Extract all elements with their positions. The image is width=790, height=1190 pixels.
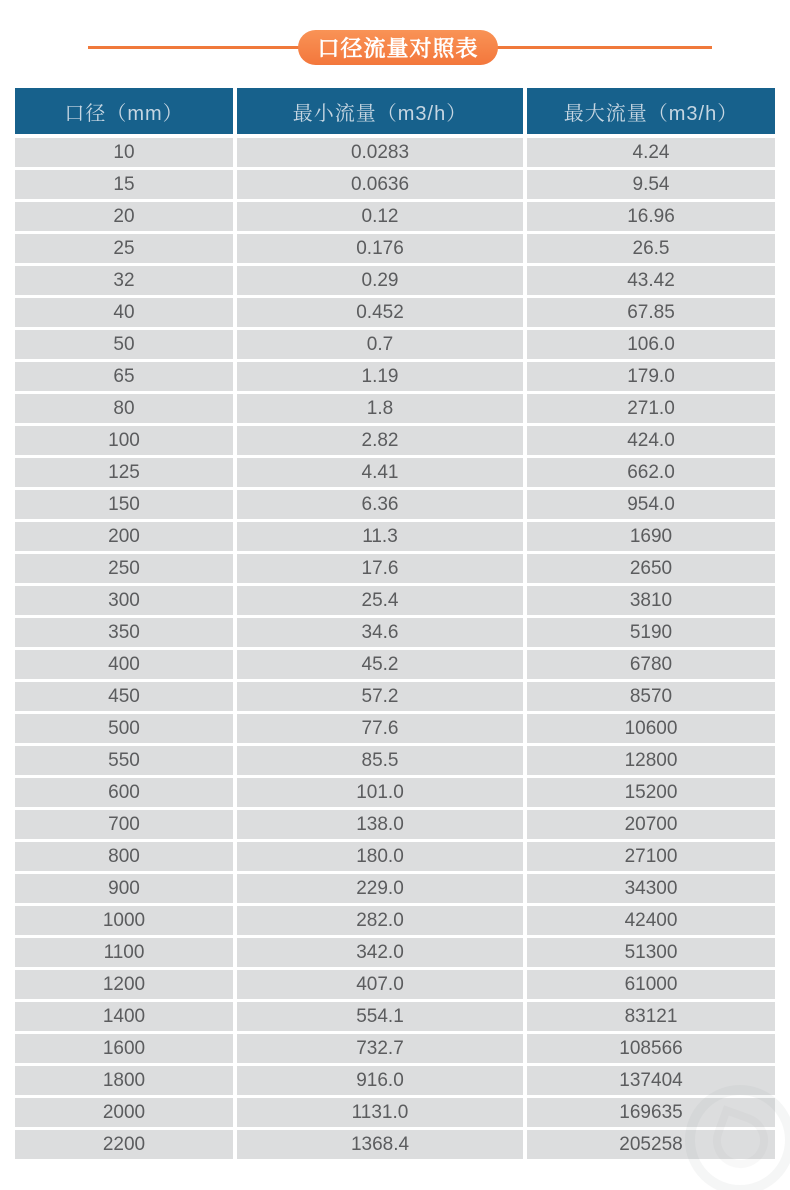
table-row: [15, 266, 775, 295]
table-row: [15, 938, 775, 967]
cell-min-flow: 1.19: [237, 362, 523, 391]
table-row: [15, 714, 775, 743]
cell-max-flow: 169635: [527, 1098, 775, 1127]
cell-min-flow: 57.2: [237, 682, 523, 711]
cell-min-flow: 0.29: [237, 266, 523, 295]
table-body: [15, 138, 775, 1159]
table-row: [15, 330, 775, 359]
table-row: [15, 458, 775, 487]
table-row: [15, 362, 775, 391]
cell-max-flow: 108566: [527, 1034, 775, 1063]
cell-diameter: 500: [15, 714, 233, 743]
table-row: [15, 906, 775, 935]
cell-min-flow: 0.0283: [237, 138, 523, 167]
cell-diameter: 200: [15, 522, 233, 551]
cell-min-flow: 1.8: [237, 394, 523, 423]
cell-min-flow: 0.12: [237, 202, 523, 231]
cell-diameter: 1600: [15, 1034, 233, 1063]
page-title: 口径流量对照表: [298, 30, 498, 65]
cell-diameter: 32: [15, 266, 233, 295]
cell-min-flow: 85.5: [237, 746, 523, 775]
table-row: [15, 554, 775, 583]
cell-diameter: 150: [15, 490, 233, 519]
cell-max-flow: 83121: [527, 1002, 775, 1031]
cell-diameter: 100: [15, 426, 233, 455]
cell-diameter: 300: [15, 586, 233, 615]
table-row: [15, 170, 775, 199]
cell-diameter: 2000: [15, 1098, 233, 1127]
cell-max-flow: 15200: [527, 778, 775, 807]
cell-diameter: 1100: [15, 938, 233, 967]
cell-min-flow: 101.0: [237, 778, 523, 807]
table-row: [15, 1002, 775, 1031]
cell-diameter: 600: [15, 778, 233, 807]
table-row: [15, 202, 775, 231]
cell-max-flow: 43.42: [527, 266, 775, 295]
cell-min-flow: 45.2: [237, 650, 523, 679]
table-row: [15, 1066, 775, 1095]
cell-diameter: 65: [15, 362, 233, 391]
cell-diameter: 700: [15, 810, 233, 839]
cell-max-flow: 3810: [527, 586, 775, 615]
cell-max-flow: 4.24: [527, 138, 775, 167]
cell-min-flow: 4.41: [237, 458, 523, 487]
table-row: [15, 682, 775, 711]
cell-diameter: 20: [15, 202, 233, 231]
table-row: [15, 618, 775, 647]
cell-min-flow: 34.6: [237, 618, 523, 647]
cell-max-flow: 42400: [527, 906, 775, 935]
title-banner: [0, 0, 790, 80]
table-row: [15, 842, 775, 871]
cell-diameter: 50: [15, 330, 233, 359]
table-row: [15, 138, 775, 167]
cell-min-flow: 17.6: [237, 554, 523, 583]
cell-min-flow: 0.452: [237, 298, 523, 327]
cell-min-flow: 180.0: [237, 842, 523, 871]
cell-max-flow: 2650: [527, 554, 775, 583]
cell-min-flow: 0.7: [237, 330, 523, 359]
cell-max-flow: 61000: [527, 970, 775, 999]
table-row: [15, 874, 775, 903]
flow-rate-table: [15, 88, 775, 1162]
table-row: [15, 586, 775, 615]
cell-max-flow: 106.0: [527, 330, 775, 359]
cell-diameter: 1200: [15, 970, 233, 999]
cell-diameter: 125: [15, 458, 233, 487]
table-row: [15, 970, 775, 999]
cell-min-flow: 732.7: [237, 1034, 523, 1063]
cell-max-flow: 205258: [527, 1130, 775, 1159]
cell-min-flow: 2.82: [237, 426, 523, 455]
cell-min-flow: 1131.0: [237, 1098, 523, 1127]
cell-diameter: 450: [15, 682, 233, 711]
cell-min-flow: 407.0: [237, 970, 523, 999]
cell-diameter: 350: [15, 618, 233, 647]
cell-diameter: 40: [15, 298, 233, 327]
table-row: [15, 1034, 775, 1063]
cell-max-flow: 8570: [527, 682, 775, 711]
table-row: [15, 650, 775, 679]
cell-min-flow: 77.6: [237, 714, 523, 743]
cell-min-flow: 0.176: [237, 234, 523, 263]
cell-min-flow: 342.0: [237, 938, 523, 967]
cell-max-flow: 20700: [527, 810, 775, 839]
table-row: [15, 490, 775, 519]
cell-diameter: 400: [15, 650, 233, 679]
cell-min-flow: 229.0: [237, 874, 523, 903]
table-row: [15, 298, 775, 327]
cell-min-flow: 25.4: [237, 586, 523, 615]
cell-max-flow: 662.0: [527, 458, 775, 487]
cell-diameter: 80: [15, 394, 233, 423]
cell-max-flow: 10600: [527, 714, 775, 743]
table-row: [15, 1130, 775, 1159]
cell-max-flow: 137404: [527, 1066, 775, 1095]
cell-diameter: 550: [15, 746, 233, 775]
cell-max-flow: 67.85: [527, 298, 775, 327]
cell-diameter: 250: [15, 554, 233, 583]
cell-max-flow: 16.96: [527, 202, 775, 231]
table-row: [15, 1098, 775, 1127]
cell-max-flow: 34300: [527, 874, 775, 903]
cell-min-flow: 1368.4: [237, 1130, 523, 1159]
cell-min-flow: 11.3: [237, 522, 523, 551]
cell-diameter: 25: [15, 234, 233, 263]
table-row: [15, 394, 775, 423]
cell-max-flow: 6780: [527, 650, 775, 679]
cell-max-flow: 271.0: [527, 394, 775, 423]
cell-min-flow: 282.0: [237, 906, 523, 935]
column-header-min-flow: 最小流量（m3/h）: [237, 88, 523, 134]
cell-diameter: 2200: [15, 1130, 233, 1159]
cell-min-flow: 916.0: [237, 1066, 523, 1095]
column-header-diameter: 口径（mm）: [15, 88, 233, 134]
cell-max-flow: 424.0: [527, 426, 775, 455]
cell-diameter: 10: [15, 138, 233, 167]
cell-diameter: 900: [15, 874, 233, 903]
table-row: [15, 810, 775, 839]
cell-max-flow: 179.0: [527, 362, 775, 391]
cell-diameter: 1400: [15, 1002, 233, 1031]
cell-diameter: 1000: [15, 906, 233, 935]
cell-max-flow: 1690: [527, 522, 775, 551]
table-row: [15, 746, 775, 775]
cell-max-flow: 9.54: [527, 170, 775, 199]
table-row: [15, 234, 775, 263]
cell-max-flow: 27100: [527, 842, 775, 871]
cell-max-flow: 5190: [527, 618, 775, 647]
cell-max-flow: 51300: [527, 938, 775, 967]
cell-max-flow: 12800: [527, 746, 775, 775]
cell-min-flow: 6.36: [237, 490, 523, 519]
cell-diameter: 800: [15, 842, 233, 871]
cell-max-flow: 26.5: [527, 234, 775, 263]
column-header-max-flow: 最大流量（m3/h）: [527, 88, 775, 134]
cell-max-flow: 954.0: [527, 490, 775, 519]
table-row: [15, 522, 775, 551]
cell-diameter: 15: [15, 170, 233, 199]
cell-diameter: 1800: [15, 1066, 233, 1095]
table-header-row: [15, 88, 775, 134]
table-row: [15, 778, 775, 807]
cell-min-flow: 138.0: [237, 810, 523, 839]
table-row: [15, 426, 775, 455]
cell-min-flow: 0.0636: [237, 170, 523, 199]
cell-min-flow: 554.1: [237, 1002, 523, 1031]
